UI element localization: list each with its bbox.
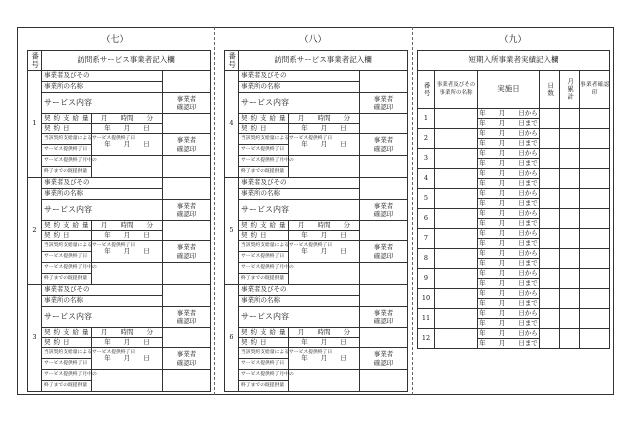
section-title-seven: （七） <box>101 35 129 45</box>
service-content-label: サービス内容 <box>42 200 163 221</box>
provider-header: 事業者及びその 事業所の名称 <box>435 71 478 109</box>
remaining-blank <box>289 370 360 392</box>
service-content-label: サービス内容 <box>239 93 360 114</box>
to-date: 年 月 日まで <box>479 178 538 187</box>
provider-name-label: 事業所の名称 <box>42 296 163 307</box>
monthly-total-cell <box>560 289 580 309</box>
row-number: 1 <box>418 109 435 129</box>
remaining-label: 終了までの既提供量 <box>42 381 92 392</box>
days-cell <box>540 169 560 189</box>
days-cell <box>540 229 560 249</box>
contract-amount-label: 契約支給量 <box>42 114 92 124</box>
contract-date-label: 契約日 <box>42 124 92 134</box>
entry-number: 1 <box>28 71 42 178</box>
monthly-total-cell <box>560 189 580 209</box>
monthly-total-cell <box>560 169 580 189</box>
provider-cell <box>435 169 478 189</box>
expire-label: サービス提供終了日 <box>42 359 92 370</box>
provider-cell <box>435 149 478 169</box>
contract-amount-label: 契約支給量 <box>239 114 289 124</box>
confirm-cell <box>580 209 610 229</box>
stamp-blank <box>163 263 211 285</box>
monthly-total-cell <box>560 109 580 129</box>
contract-date-label: 契約日 <box>42 338 92 348</box>
contract-amount-fill: 月 時間 分 <box>289 114 360 124</box>
stamp-blank <box>360 263 408 285</box>
to-date: 年 月 日まで <box>479 318 538 327</box>
dates-header: 実施日 <box>478 71 540 109</box>
provider-name-label: 事業所の名称 <box>239 296 360 307</box>
from-date: 年 月 日から <box>479 288 538 297</box>
expire-label: 当該契約支給量によるサービス提供終了日 <box>42 348 92 359</box>
visit-service-table-eight <box>224 50 408 392</box>
remaining-label: 終了までの既提供量 <box>42 274 92 285</box>
table-title: 訪問系サービス事業者記入欄 <box>239 51 408 71</box>
days-cell <box>540 129 560 149</box>
number-header: 番号 <box>28 51 42 71</box>
confirm-cell <box>580 269 610 289</box>
column-divider <box>412 27 413 395</box>
entry-number: 6 <box>225 285 239 392</box>
to-date: 年 月 日まで <box>479 338 538 347</box>
provider-cell <box>435 269 478 289</box>
confirm-stamp-box: 事業者 確認印 <box>360 307 408 328</box>
from-date: 年 月 日から <box>479 268 538 277</box>
days-cell <box>540 149 560 169</box>
row-number: 3 <box>418 149 435 169</box>
row-number: 5 <box>418 189 435 209</box>
row-number: 11 <box>418 309 435 329</box>
number-header: 番号 <box>418 71 435 109</box>
from-date: 年 月 日から <box>479 308 538 317</box>
confirm-cell <box>580 169 610 189</box>
to-date: 年 月 日まで <box>479 238 538 247</box>
to-date: 年 月 日まで <box>479 138 538 147</box>
expire-date-fill: 年 月 日 <box>289 348 360 370</box>
expire-date-fill: 年 月 日 <box>92 348 163 370</box>
contract-date-label: 契約日 <box>239 231 289 241</box>
entry-number: 4 <box>225 71 239 178</box>
service-content-label: サービス内容 <box>239 200 360 221</box>
days-cell <box>540 249 560 269</box>
provider-name-label: 事業所の名称 <box>239 189 360 200</box>
column-divider <box>214 27 215 395</box>
monthly-total-header: 月累計 <box>560 71 580 109</box>
number-header: 番号 <box>225 51 239 71</box>
expire-date-fill: 年 月 日 <box>92 134 163 156</box>
remaining-label: サービス提供終了月中の <box>42 156 92 167</box>
confirm-cell <box>580 229 610 249</box>
remaining-label: 終了までの既提供量 <box>42 167 92 178</box>
confirm-stamp-box: 事業者 確認印 <box>360 93 408 114</box>
expire-label: サービス提供終了日 <box>42 252 92 263</box>
remaining-blank <box>92 370 163 392</box>
from-date: 年 月 日から <box>479 188 538 197</box>
confirm-stamp-box: 事業者 確認印 <box>163 348 211 370</box>
monthly-total-cell <box>560 149 580 169</box>
provider-name-label: 事業者及びその <box>42 285 163 296</box>
section-title-eight: （八） <box>299 35 327 45</box>
days-cell <box>540 269 560 289</box>
from-date: 年 月 日から <box>479 168 538 177</box>
confirm-stamp-box: 事業者 確認印 <box>163 307 211 328</box>
stamp-blank <box>163 370 211 392</box>
days-cell <box>540 329 560 349</box>
provider-cell <box>435 229 478 249</box>
monthly-total-cell <box>560 269 580 289</box>
stamp-blank <box>163 114 211 134</box>
to-date: 年 月 日まで <box>479 118 538 127</box>
confirm-stamp-box: 事業者 確認印 <box>163 200 211 221</box>
confirm-stamp-box: 事業者 確認印 <box>360 200 408 221</box>
stamp-blank <box>360 221 408 241</box>
visit-service-table-seven <box>27 50 211 392</box>
contract-amount-label: 契約支給量 <box>239 221 289 231</box>
entry-number: 2 <box>28 178 42 285</box>
expire-label: 当該契約支給量によるサービス提供終了日 <box>239 134 289 145</box>
remaining-label: サービス提供終了月中の <box>239 156 289 167</box>
provider-name-label: 事業所の名称 <box>42 189 163 200</box>
provider-name-label: 事業者及びその <box>42 71 163 82</box>
monthly-total-cell <box>560 209 580 229</box>
monthly-total-cell <box>560 249 580 269</box>
to-date: 年 月 日まで <box>479 278 538 287</box>
contract-date-fill: 年 月 日 <box>289 338 360 348</box>
remaining-blank <box>289 263 360 285</box>
row-number: 2 <box>418 129 435 149</box>
contract-date-fill: 年 月 日 <box>92 231 163 241</box>
service-content-label: サービス内容 <box>42 93 163 114</box>
expire-date-fill: 年 月 日 <box>92 241 163 263</box>
confirm-cell <box>580 189 610 209</box>
monthly-total-cell <box>560 309 580 329</box>
provider-cell <box>435 249 478 269</box>
row-number: 4 <box>418 169 435 189</box>
confirm-cell <box>580 129 610 149</box>
table-title: 訪問系サービス事業者記入欄 <box>42 51 211 71</box>
to-date: 年 月 日まで <box>479 198 538 207</box>
provider-cell <box>435 129 478 149</box>
stamp-blank <box>360 328 408 348</box>
stamp-blank <box>163 328 211 348</box>
from-date: 年 月 日から <box>479 248 538 257</box>
table-title: 短期入所事業者実績記入欄 <box>418 51 610 71</box>
contract-date-fill: 年 月 日 <box>289 231 360 241</box>
confirm-cell <box>580 289 610 309</box>
short-stay-table <box>417 50 610 349</box>
section-title-nine: （九） <box>499 35 527 45</box>
row-number: 7 <box>418 229 435 249</box>
remaining-label: 終了までの既提供量 <box>239 167 289 178</box>
contract-amount-label: 契約支給量 <box>42 221 92 231</box>
from-date: 年 月 日から <box>479 208 538 217</box>
days-cell <box>540 209 560 229</box>
contract-amount-fill: 月 時間 分 <box>289 221 360 231</box>
expire-label: サービス提供終了日 <box>42 145 92 156</box>
row-number: 10 <box>418 289 435 309</box>
entry-number: 5 <box>225 178 239 285</box>
service-content-label: サービス内容 <box>239 307 360 328</box>
confirm-stamp-box: 事業者 確認印 <box>163 134 211 156</box>
expire-label: 当該契約支給量によるサービス提供終了日 <box>42 241 92 252</box>
service-content-label: サービス内容 <box>42 307 163 328</box>
confirm-cell <box>580 329 610 349</box>
confirm-cell <box>580 249 610 269</box>
provider-name-label: 事業所の名称 <box>42 82 163 93</box>
expire-label: サービス提供終了日 <box>239 252 289 263</box>
expire-date-fill: 年 月 日 <box>289 241 360 263</box>
confirm-stamp-box: 事業者 確認印 <box>163 93 211 114</box>
to-date: 年 月 日まで <box>479 258 538 267</box>
provider-cell <box>435 109 478 129</box>
contract-date-fill: 年 月 日 <box>92 338 163 348</box>
stamp-blank <box>360 370 408 392</box>
stamp-blank <box>163 156 211 178</box>
expire-date-fill: 年 月 日 <box>289 134 360 156</box>
provider-name-label: 事業者及びその <box>239 178 360 189</box>
provider-name-label: 事業者及びその <box>239 285 360 296</box>
confirm-stamp-box: 事業者 確認印 <box>360 241 408 263</box>
stamp-blank <box>163 221 211 241</box>
contract-amount-fill: 月 時間 分 <box>289 328 360 338</box>
remaining-blank <box>289 156 360 178</box>
to-date: 年 月 日まで <box>479 298 538 307</box>
provider-cell <box>435 289 478 309</box>
contract-amount-fill: 月 時間 分 <box>92 221 163 231</box>
contract-date-label: 契約日 <box>239 338 289 348</box>
provider-name-blank <box>360 285 408 307</box>
entry-number: 3 <box>28 285 42 392</box>
remaining-blank <box>92 263 163 285</box>
provider-cell <box>435 189 478 209</box>
days-cell <box>540 109 560 129</box>
remaining-blank <box>92 156 163 178</box>
provider-name-blank <box>163 71 211 93</box>
provider-cell <box>435 329 478 349</box>
expire-label: 当該契約支給量によるサービス提供終了日 <box>42 134 92 145</box>
confirm-stamp-box: 事業者 確認印 <box>360 348 408 370</box>
expire-label: サービス提供終了日 <box>239 359 289 370</box>
remaining-label: サービス提供終了月中の <box>239 370 289 381</box>
row-number: 12 <box>418 329 435 349</box>
expire-label: 当該契約支給量によるサービス提供終了日 <box>239 348 289 359</box>
row-number: 6 <box>418 209 435 229</box>
monthly-total-cell <box>560 329 580 349</box>
from-date: 年 月 日から <box>479 108 538 117</box>
from-date: 年 月 日から <box>479 148 538 157</box>
contract-date-label: 契約日 <box>42 231 92 241</box>
provider-cell <box>435 309 478 329</box>
provider-name-blank <box>360 178 408 200</box>
contract-amount-label: 契約支給量 <box>42 328 92 338</box>
confirm-cell <box>580 109 610 129</box>
confirm-cell <box>580 309 610 329</box>
days-header: 日数 <box>540 71 560 109</box>
row-number: 8 <box>418 249 435 269</box>
days-cell <box>540 189 560 209</box>
provider-name-label: 事業者及びその <box>239 71 360 82</box>
to-date: 年 月 日まで <box>479 218 538 227</box>
remaining-label: サービス提供終了月中の <box>42 263 92 274</box>
provider-name-blank <box>163 178 211 200</box>
remaining-label: サービス提供終了月中の <box>42 370 92 381</box>
confirm-header: 事業者確認印 <box>580 71 610 109</box>
contract-date-label: 契約日 <box>239 124 289 134</box>
contract-amount-fill: 月 時間 分 <box>92 328 163 338</box>
from-date: 年 月 日から <box>479 228 538 237</box>
confirm-stamp-box: 事業者 確認印 <box>360 134 408 156</box>
remaining-label: サービス提供終了月中の <box>239 263 289 274</box>
from-date: 年 月 日から <box>479 128 538 137</box>
expire-label: 当該契約支給量によるサービス提供終了日 <box>239 241 289 252</box>
expire-label: サービス提供終了日 <box>239 145 289 156</box>
contract-amount-label: 契約支給量 <box>239 328 289 338</box>
confirm-cell <box>580 149 610 169</box>
monthly-total-cell <box>560 229 580 249</box>
remaining-label: 終了までの既提供量 <box>239 381 289 392</box>
stamp-blank <box>360 156 408 178</box>
provider-name-blank <box>163 285 211 307</box>
contract-date-fill: 年 月 日 <box>289 124 360 134</box>
confirm-stamp-box: 事業者 確認印 <box>163 241 211 263</box>
row-number: 9 <box>418 269 435 289</box>
remaining-label: 終了までの既提供量 <box>239 274 289 285</box>
provider-name-label: 事業所の名称 <box>239 82 360 93</box>
provider-name-label: 事業者及びその <box>42 178 163 189</box>
from-date: 年 月 日から <box>479 328 538 337</box>
contract-amount-fill: 月 時間 分 <box>92 114 163 124</box>
days-cell <box>540 289 560 309</box>
to-date: 年 月 日まで <box>479 158 538 167</box>
days-cell <box>540 309 560 329</box>
provider-name-blank <box>360 71 408 93</box>
provider-cell <box>435 209 478 229</box>
contract-date-fill: 年 月 日 <box>92 124 163 134</box>
monthly-total-cell <box>560 129 580 149</box>
stamp-blank <box>360 114 408 134</box>
